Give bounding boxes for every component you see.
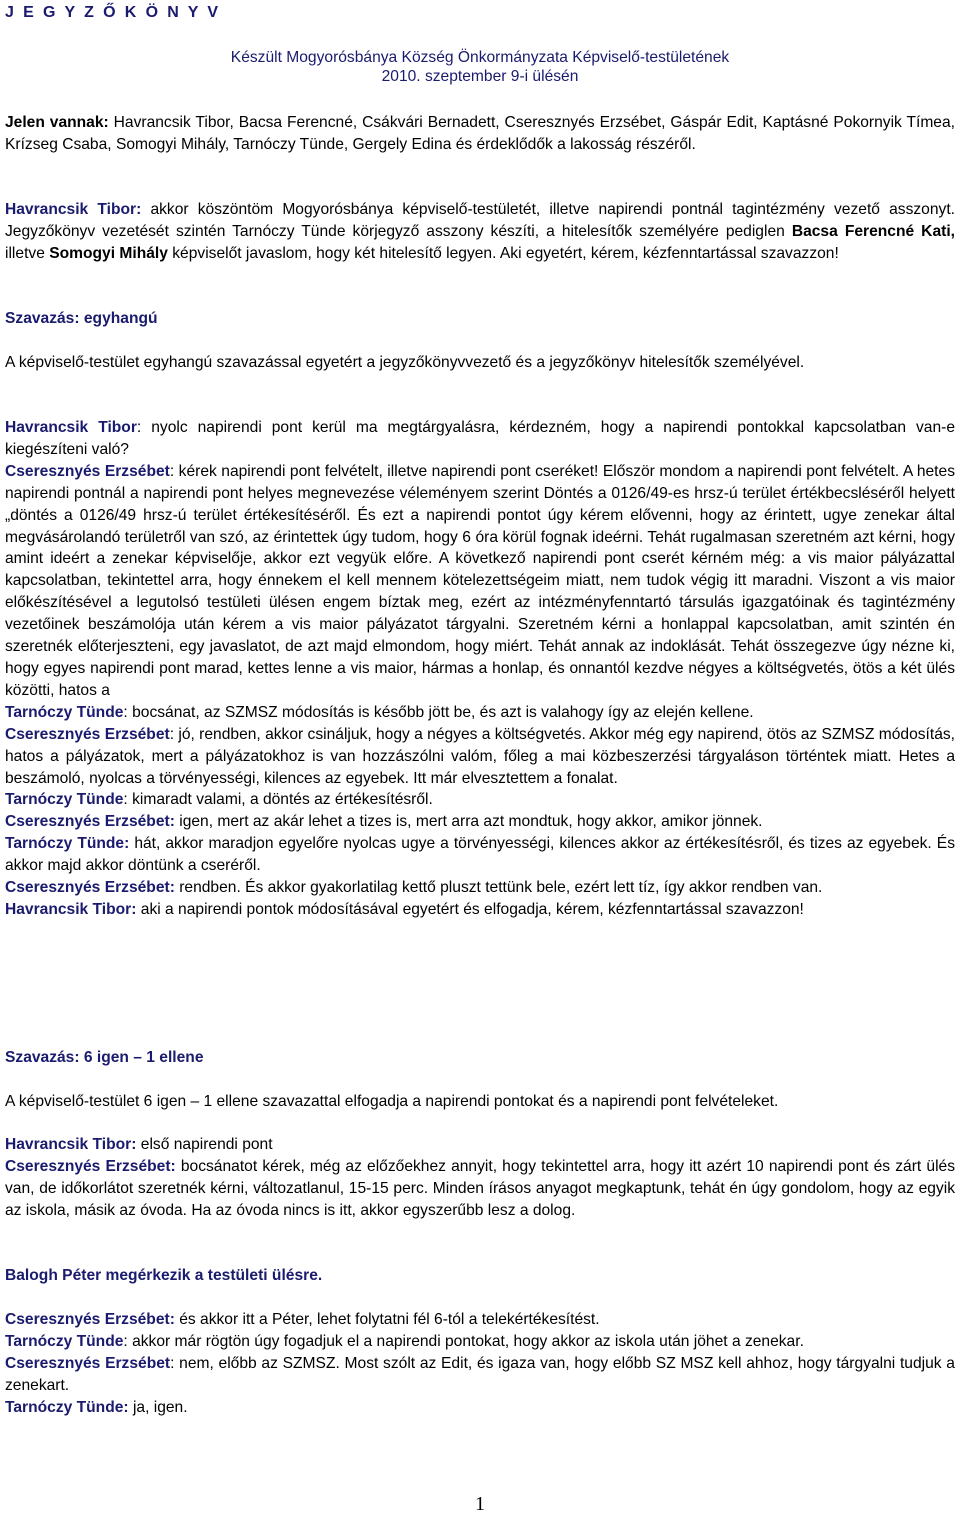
speaker-name: Havrancsik Tibor:	[5, 1136, 137, 1153]
dialogue-entry: Havrancsik Tibor: nyolc napirendi pont kerül ma megtárgyalásra, kérdezném, hogy a napirendi pontokkal kapcsolatban van-e kiegészíteni való?	[5, 419, 955, 458]
attendance-label: Jelen vannak:	[5, 114, 109, 131]
dialogue-entry: Cseresznyés Erzsébet: rendben. És akkor gyakorlatilag kettő pluszt tettünk bele, ezért lett tíz, így akkor rendben van.	[5, 879, 823, 897]
dialogue-entry: Tarnóczy Tünde: bocsánat, az SZMSZ módosítás is később jött be, és azt is valahogy így az elején kellene.	[5, 703, 754, 721]
opening-text-1: akkor köszöntöm Mogyorósbánya képviselő-testületét, illetve napirendi pontnál tagintézmény vezető asszonyt. Jegyzőkönyv vezetését szintén Tarnóczy Tünde körjegyző asszony készíti, a hitelesítők személyére pediglen	[5, 201, 955, 240]
vote-1-heading: Szavazás: egyhangú	[5, 310, 158, 327]
dialogue-entry: Tarnóczy Tünde: kimaradt valami, a döntés az értékesítésről.	[5, 791, 433, 809]
opening-text-2: illetve	[5, 244, 50, 262]
dialogue-entry: Cseresznyés Erzsébet: bocsánatot kérek, még az előzőekhez annyit, hogy tekintettel arra, hogy itt azért 10 napirendi pont és zárt ülés van, de időkorlátot szeretnék kérni, változatlanul, 15-15 perc. Minden írásos anyagot megkaptunk, tehát én úgy gondolom, hogy az egyik az iskola, másik az óvoda. Ha az óvoda nincs is itt, akkor egyszerűbb lesz a dolog.	[5, 1157, 955, 1219]
attendance-paragraph	[5, 112, 955, 156]
speaker-name: Tarnóczy Tünde	[5, 791, 124, 809]
dialogue-entry: Tarnóczy Tünde: hát, akkor maradjon egyelőre nyolcas ugye a törvényességi, kilences akkor az értékesítésről, és tizes az egyebek. És akkor majd akkor döntünk a cseréről.	[5, 835, 955, 875]
opening-bold-2: Somogyi Mihály	[49, 244, 168, 262]
dialogue-section-1	[5, 417, 955, 921]
opening-text-3: képviselőt javaslom, hogy két hitelesítő legyen. Aki egyetért, kérem, kézfenntartással szavazzon!	[167, 244, 839, 262]
speaker-name: Tarnóczy Tünde:	[5, 1398, 129, 1416]
subtitle-line-1: Készült Mogyorósbánya Község Önkormányzata Képviselő-testületének	[230, 49, 730, 66]
dialogue-section-2	[5, 1134, 955, 1222]
speaker-name: Cseresznyés Erzsébet	[5, 462, 170, 480]
dialogue-entry: Tarnóczy Tünde: akkor már rögtön úgy fogadjuk el a napirendi pontokat, hogy akkor az iskola után jöhet a zenekar.	[5, 1332, 804, 1350]
opening-paragraph	[5, 199, 955, 265]
document-subtitle	[0, 48, 960, 86]
speaker-name: Tarnóczy Tünde	[5, 1332, 124, 1350]
speaker-name: Havrancsik Tibor:	[5, 201, 142, 218]
opening-bold-1: Bacsa Ferencné Kati,	[791, 222, 955, 240]
dialogue-entry: Havrancsik Tibor: első napirendi pont	[5, 1136, 273, 1153]
page-number: 1	[475, 1493, 485, 1515]
document-title: J E G Y Z Ő K Ö N Y V	[5, 4, 221, 21]
resolution-1: A képviselő-testület egyhangú szavazással egyetért a jegyzőkönyvvezető és a jegyzőkönyv hitelesítők személyével.	[5, 354, 805, 371]
speaker-name: Cseresznyés Erzsébet:	[5, 1157, 176, 1175]
speaker-name: Tarnóczy Tünde	[5, 703, 124, 721]
dialogue-section-3	[5, 1309, 955, 1419]
dialogue-entry: Cseresznyés Erzsébet: kérek napirendi pont felvételt, illetve napirendi pont cseréket! Először mondom a napirendi pont felvételt. A hetes napirendi pontnál a napirendi pont helyes megnevezése véleményem szerint Döntés a 0126/49-es hrsz-ú terület értékbecsléséről helyett „döntés a 0126/49 hrsz-ú terület értékesítéséről. És ezt a napirendi pontot úgy kérem elővenni, hogy az érintett, ugye zenekar által megvásárolandó területről van szó, az érintettek úgy tudom, hogy 6 óra körül fognak ideérni. Tehát rugalmasan szeretném azt kérni, hogy amint ideért a zenekar képviselője, akkor ezt vegyük előre. A következő napirendi pont cserét kérném még: a vis maior pályázattal kapcsolatban, tekintettel arra, hogy énnekem el kell mennem kötelezettségeim miatt, nem tudok végig itt maradni. Viszont a vis maior előkészítésével a legutolsó testületi ülésen engem bíztak meg, ezért az intézményfenntartó társulás igazgatóinak és tagintézmény vezetőinek beszámolója után kérem a vis maior pályázatot tárgyalni. Szeretném kérni a honlappal kapcsolatban, amit szintén én szeretnék előterjeszteni, egy javaslatot, de azt majd elmondom, hogy miért. Tehát annak az indoklását. Tehát összegezve úgy nézne ki, hogy egyes napirendi pont marad, kettes lenne a vis maior, hármas a honlap, és onnantól kezdve négyes a költségvetés, ötös a két ülés közötti, hatos a	[5, 462, 955, 699]
dialogue-entry: Cseresznyés Erzsébet: igen, mert az akár lehet a tizes is, mert arra azt mondtuk, hogy akkor, amikor jönnek.	[5, 813, 763, 831]
dialogue-entry: Tarnóczy Tünde: ja, igen.	[5, 1398, 188, 1416]
speaker-name: Cseresznyés Erzsébet	[5, 725, 170, 743]
dialogue-entry: Havrancsik Tibor: aki a napirendi pontok módosításával egyetért és elfogadja, kérem, kézfenntartással szavazzon!	[5, 900, 804, 918]
speaker-name: Havrancsik Tibor:	[5, 900, 137, 918]
dialogue-entry: Cseresznyés Erzsébet: nem, előbb az SZMSZ. Most szólt az Edit, és igaza van, hogy előbb SZ MSZ kell ahhoz, hogy tárgyalni tudjuk a zenekart.	[5, 1354, 955, 1394]
vote-2-heading: Szavazás: 6 igen – 1 ellene	[5, 1049, 204, 1066]
resolution-2: A képviselő-testület 6 igen – 1 ellene szavazattal elfogadja a napirendi pontokat és a napirendi pont felvételeket.	[5, 1093, 779, 1110]
subtitle-line-2: 2010. szeptember 9-i ülésén	[381, 68, 579, 85]
speaker-name: Havrancsik Tibor	[5, 419, 137, 436]
dialogue-entry: Cseresznyés Erzsébet: jó, rendben, akkor csináljuk, hogy a négyes a költségvetés. Akkor még egy napirend, ötös az SZMSZ módosítás, hatos a pályázatok, mert a pályázatokhoz is van hozzászólni valóm, főleg a mai közbeszerzési tárgyaláson történtek miatt. Hetes a beszámoló, nyolcas a törvényességi, kilences az egyebek. Itt már elvesztettem a fonalat.	[5, 725, 956, 787]
attendance-text: Havrancsik Tibor, Bacsa Ferencné, Csákvári Bernadett, Cseresznyés Erzsébet, Gáspár Edit, Kaptásné Pokornyik Tímea, Krízseg Csaba, Somogyi Mihály, Tarnóczy Tünde, Gergely Edina és érdeklődők a lakosság részéről.	[5, 114, 955, 153]
arrival-note: Balogh Péter megérkezik a testületi ülésre.	[5, 1267, 323, 1284]
speaker-name: Tarnóczy Tünde:	[5, 835, 130, 853]
speaker-name: Cseresznyés Erzsébet:	[5, 813, 175, 831]
dialogue-entry: Cseresznyés Erzsébet: és akkor itt a Péter, lehet folytatni fél 6-tól a telekértékesítést.	[5, 1311, 600, 1328]
speaker-name: Cseresznyés Erzsébet:	[5, 1311, 175, 1328]
speaker-name: Cseresznyés Erzsébet:	[5, 879, 175, 897]
speaker-name: Cseresznyés Erzsébet	[5, 1354, 171, 1372]
